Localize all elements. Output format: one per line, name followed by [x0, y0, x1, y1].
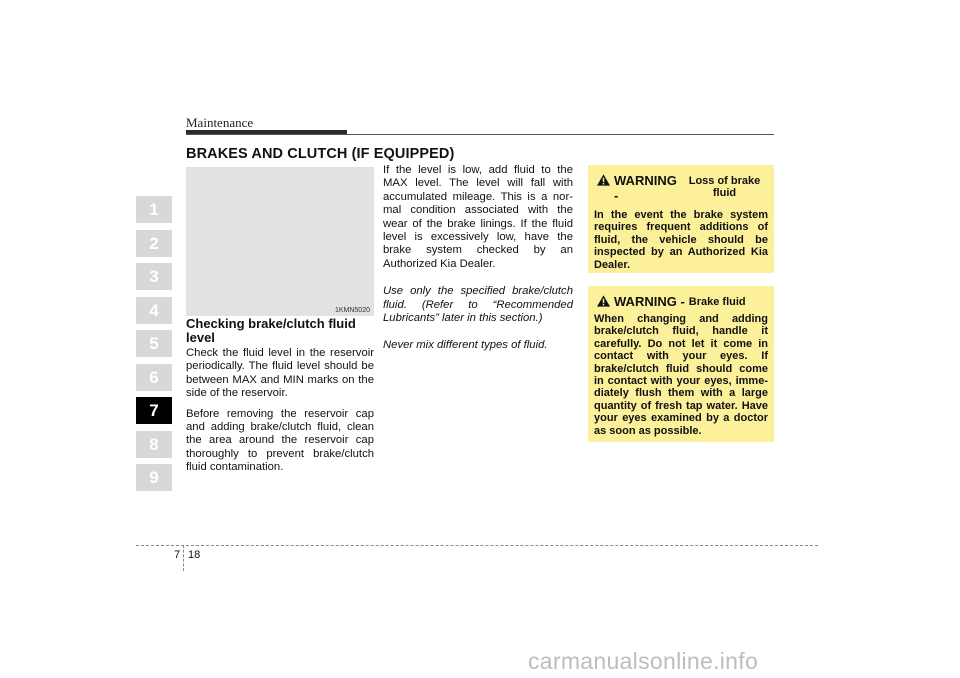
warning-body: In the event the brake system requires frequent additions of fluid, the vehicle should be inspected by an Authorized Kia Dealer. — [594, 209, 768, 271]
subheading: Checking brake/clutch fluid level — [186, 316, 356, 345]
chapter-tab-9[interactable]: 9 — [136, 464, 172, 491]
middle-column — [383, 164, 573, 360]
warning-subject: Loss of brake fluid — [688, 175, 761, 199]
warning-triangle-icon — [597, 174, 610, 186]
warning-body: When changing and adding brake/clutch fluid, handle it carefully. Do not let it come in contact with your eyes. If brake/clutch fluid should come in contact with your eyes, imme-diately flush them with a large quantity of fresh tap water. Have your eyes examined by a doctor as soon as possible. — [594, 313, 768, 437]
paragraph: Before removing the reservoir cap and adding brake/clutch fluid, clean the area around the reservoir cap thoroughly to prevent brake/clutch fluid contamination. — [186, 407, 374, 474]
warning-label: WARNING - — [614, 294, 685, 309]
warning-label: WARNING - — [614, 173, 677, 203]
note-specified-fluid: Use only the specified brake/clutch fluid. (Refer to “Recommended Lubricants” later in this section.) — [383, 285, 573, 325]
chapter-tabs — [136, 196, 172, 498]
chapter-tab-5[interactable]: 5 — [136, 330, 172, 357]
warning-subject: Brake fluid — [688, 296, 746, 308]
footer-rule — [136, 545, 818, 546]
chapter-tab-3[interactable]: 3 — [136, 263, 172, 290]
warning-header — [597, 173, 768, 203]
warning-header — [597, 294, 768, 309]
watermark: carmanualsonline.info — [528, 648, 759, 674]
chapter-tab-1[interactable]: 1 — [136, 196, 172, 223]
chapter-tab-7[interactable]: 7 — [136, 397, 172, 424]
left-column — [186, 317, 374, 482]
figure-code: 1KMN5020 — [334, 307, 370, 314]
figure-placeholder — [186, 167, 374, 316]
header-rule — [186, 134, 774, 135]
section-label: Maintenance — [186, 115, 254, 130]
page-chapter: 7 — [174, 549, 181, 561]
paragraph: Check the fluid level in the reservoir periodically. The fluid level should be between MAX and MIN marks on the side of the reservoir. — [186, 347, 374, 400]
note-never-mix: Never mix different types of fluid. — [383, 339, 548, 352]
page-number: 18 — [188, 549, 201, 561]
warning-triangle-icon — [597, 295, 610, 307]
chapter-tab-8[interactable]: 8 — [136, 431, 172, 458]
warning-box-brake-fluid — [588, 286, 774, 442]
page-title: BRAKES AND CLUTCH (IF EQUIPPED) — [186, 146, 455, 162]
chapter-tab-4[interactable]: 4 — [136, 297, 172, 324]
chapter-tab-2[interactable]: 2 — [136, 230, 172, 257]
paragraph: If the level is low, add fluid to the MAX level. The level will fall with accumulated mileage. This is a nor-mal condition associated with the wear of the brake linings. If the fluid level is excessively low, have the brake system checked by an Authorized Kia Dealer. — [383, 164, 573, 270]
footer-divider — [183, 545, 184, 571]
chapter-tab-6[interactable]: 6 — [136, 364, 172, 391]
warning-box-loss-of-fluid — [588, 165, 774, 273]
